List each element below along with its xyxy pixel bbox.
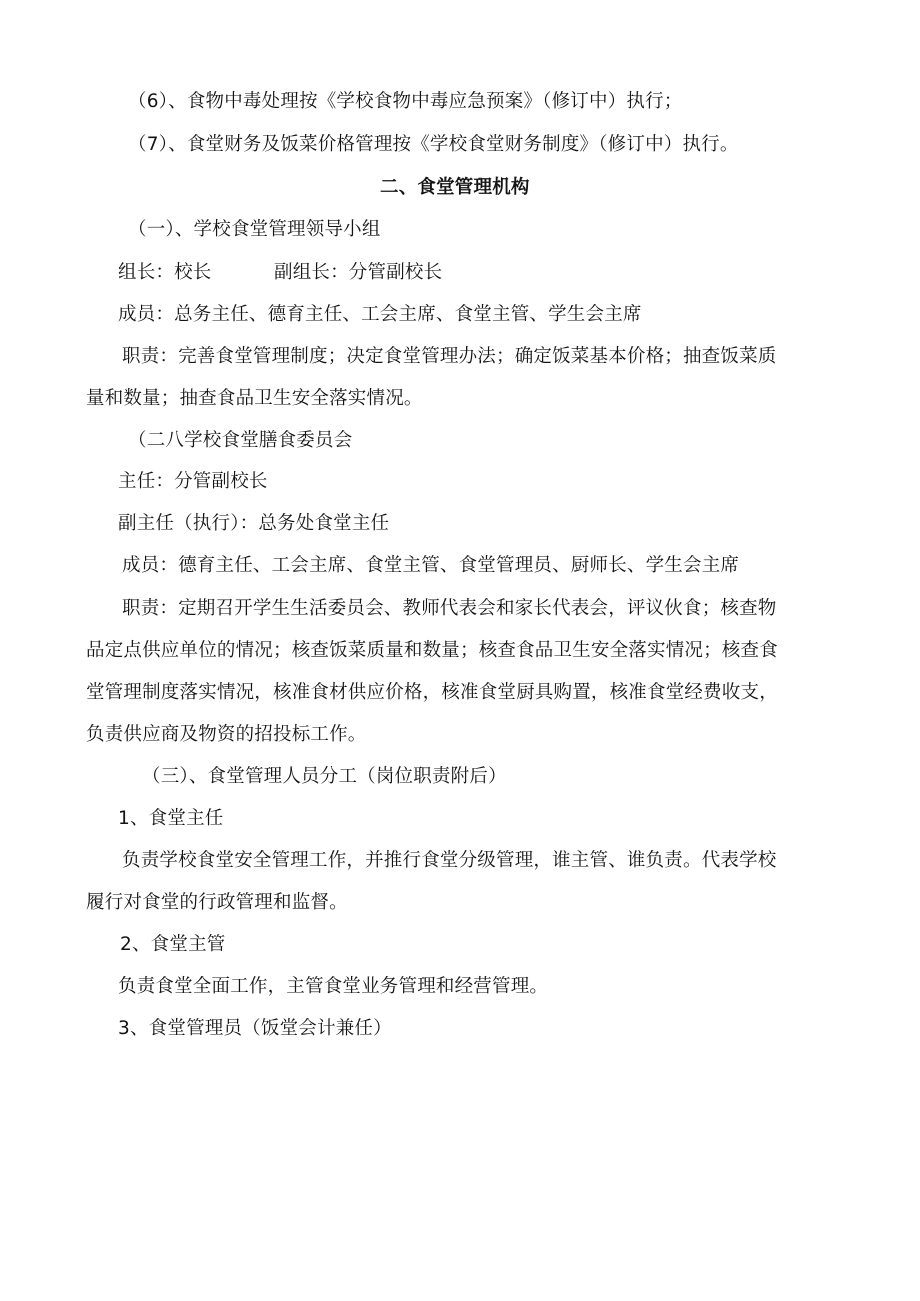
role3-title: 3、食堂管理员（饭堂会计兼任）	[118, 1018, 392, 1039]
group1-duty-line1: 职责：完善食堂管理制度；决定食堂管理办法；确定饭菜基本价格；抽查饭菜质	[122, 346, 777, 367]
group2-duty-line4: 负责供应商及物资的招投标工作。	[86, 724, 367, 745]
role2-line1: 负责食堂全面工作，主管食堂业务管理和经营管理。	[118, 976, 549, 997]
group1-deputy: 副组长：分管副校长	[274, 262, 443, 283]
group1-leader: 组长：校长	[118, 262, 212, 283]
group3-title: （三）、食堂管理人员分工（岗位职责附后）	[142, 766, 507, 787]
role2-title: 2、食堂主管	[120, 934, 226, 955]
role1-title: 1、食堂主任	[118, 808, 224, 829]
group2-vice-director: 副主任（执行）：总务处食堂主任	[118, 513, 390, 534]
group1-duty-line2: 量和数量；抽查食品卫生安全落实情况。	[86, 388, 423, 409]
role1-line2: 履行对食堂的行政管理和监督。	[86, 892, 348, 913]
section-title: 二、食堂管理机构	[380, 177, 530, 198]
item-6: （6）、食物中毒处理按《学校食物中毒应急预案》（修订中）执行；	[128, 91, 683, 112]
group2-title: （二八学校食堂膳食委员会	[128, 430, 353, 451]
group1-members: 成员：总务主任、德育主任、工会主席、食堂主管、学生会主席	[118, 304, 642, 325]
role1-line1: 负责学校食堂安全管理工作，并推行食堂分级管理，谁主管、谁负责。代表学校	[122, 850, 777, 871]
item-7: （7）、食堂财务及饭菜价格管理按《学校食堂财务制度》（修订中）执行。	[128, 134, 739, 155]
group2-duty-line3: 堂管理制度落实情况，核准食材供应价格，核准食堂厨具购置，核准食堂经费收支，	[86, 682, 778, 703]
group2-members: 成员：德育主任、工会主席、食堂主管、食堂管理员、厨师长、学生会主席	[122, 555, 740, 576]
group1-title: （一）、学校食堂管理领导小组	[128, 219, 381, 240]
group2-director: 主任：分管副校长	[118, 471, 268, 492]
group2-duty-line2: 品定点供应单位的情况；核查饭菜质量和数量；核查食品卫生安全落实情况；核查食	[86, 640, 778, 661]
group2-duty-line1: 职责：定期召开学生生活委员会、教师代表会和家长代表会，评议伙食；核查物	[122, 598, 777, 619]
